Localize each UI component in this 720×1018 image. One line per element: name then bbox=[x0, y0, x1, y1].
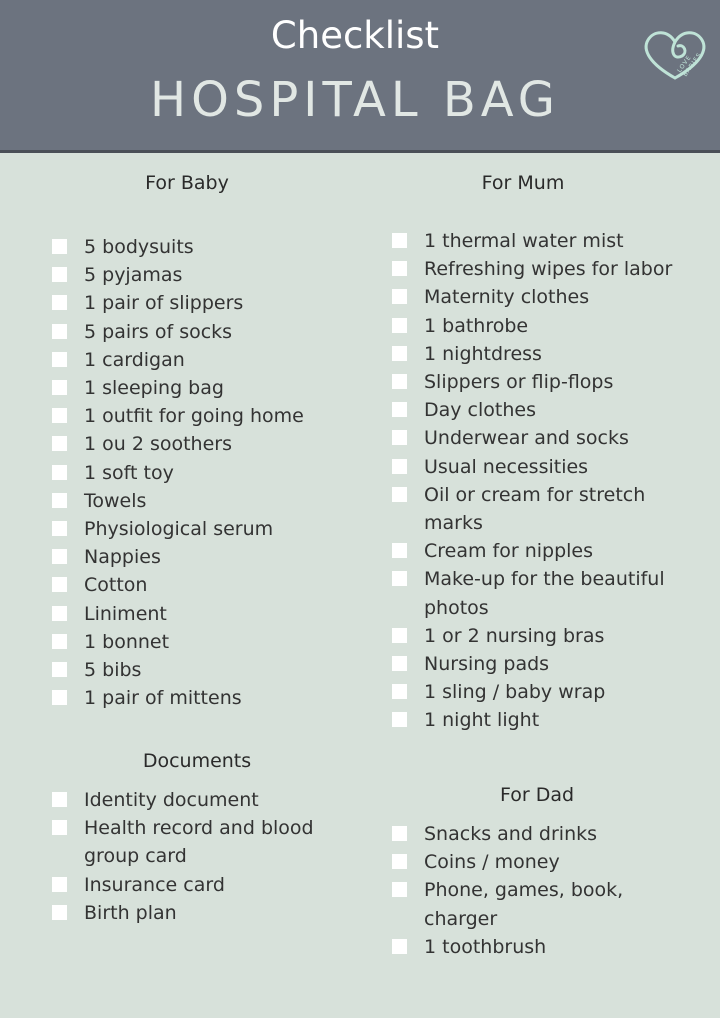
checklist-item-label: 5 pairs of socks bbox=[84, 320, 233, 343]
checklist-item bbox=[392, 706, 692, 734]
checklist-item bbox=[52, 487, 342, 515]
checklist-item bbox=[392, 312, 692, 340]
checklist-item bbox=[52, 374, 342, 402]
checkbox[interactable] bbox=[392, 854, 407, 869]
checklist-item-label: 1 soft toy bbox=[84, 461, 174, 484]
checkbox[interactable] bbox=[392, 826, 407, 841]
checklist-item-label: Coins / money bbox=[424, 851, 560, 874]
checkbox[interactable] bbox=[52, 662, 67, 677]
checklist-item bbox=[52, 261, 342, 289]
checklist-item-label: Maternity clothes bbox=[424, 286, 590, 309]
checklist-item-label: 1 pair of slippers bbox=[84, 292, 244, 315]
checklist-item-label: Birth plan bbox=[84, 901, 177, 924]
checkbox[interactable] bbox=[52, 577, 67, 592]
checkbox[interactable] bbox=[392, 712, 407, 727]
checkbox[interactable] bbox=[392, 543, 407, 558]
checklist-item bbox=[392, 537, 692, 565]
checklist-item bbox=[392, 255, 692, 283]
checklist-item bbox=[52, 871, 352, 899]
checklist-item-label: 1 outfit for going home bbox=[84, 405, 304, 428]
checklist-item bbox=[52, 233, 342, 261]
checkbox[interactable] bbox=[392, 939, 407, 954]
section-for-baby bbox=[52, 172, 342, 712]
section-for-mum bbox=[392, 172, 692, 735]
checkbox[interactable] bbox=[392, 233, 407, 248]
checkbox[interactable] bbox=[392, 628, 407, 643]
checklist-item bbox=[52, 814, 352, 870]
checklist-item-label: Slippers or flip-flops bbox=[424, 371, 614, 394]
checkbox[interactable] bbox=[52, 380, 67, 395]
checklist-mum bbox=[392, 227, 692, 735]
checkbox[interactable] bbox=[392, 487, 407, 502]
checkbox[interactable] bbox=[392, 459, 407, 474]
checklist-item-label: 1 bonnet bbox=[84, 630, 170, 653]
checklist-item-label: 1 ou 2 soothers bbox=[84, 433, 233, 456]
checklist-documents bbox=[52, 786, 352, 927]
checklist-item bbox=[392, 650, 692, 678]
checklist-item-label: Make-up for the beautiful photos bbox=[424, 568, 665, 619]
checklist-item bbox=[392, 424, 692, 452]
checklist-item-label: 1 or 2 nursing bras bbox=[424, 624, 605, 647]
checkbox[interactable] bbox=[52, 521, 67, 536]
checkbox[interactable] bbox=[52, 690, 67, 705]
checkbox[interactable] bbox=[52, 267, 67, 282]
checkbox[interactable] bbox=[392, 261, 407, 276]
checkbox[interactable] bbox=[52, 905, 67, 920]
checklist-item-label: Cream for nipples bbox=[424, 540, 594, 563]
checkbox[interactable] bbox=[392, 318, 407, 333]
checklist-item-label: 5 bodysuits bbox=[84, 236, 194, 258]
checkbox[interactable] bbox=[52, 324, 67, 339]
checklist-dad bbox=[392, 820, 692, 961]
checklist-item bbox=[392, 876, 692, 932]
checklist-item bbox=[392, 933, 692, 961]
checklist-item-label: 1 sling / baby wrap bbox=[424, 681, 606, 704]
checklist-item bbox=[392, 396, 692, 424]
checklist-item-label: Physiological serum bbox=[84, 518, 274, 541]
checkbox[interactable] bbox=[52, 606, 67, 621]
checklist-item-label: 1 cardigan bbox=[84, 348, 185, 371]
checklist-item-label: Phone, games, book, charger bbox=[424, 879, 624, 930]
checklist-item bbox=[52, 684, 342, 712]
checklist-baby bbox=[52, 233, 342, 712]
checkbox[interactable] bbox=[392, 289, 407, 304]
checklist-item-label: 5 pyjamas bbox=[84, 264, 183, 287]
checklist-item-label: Insurance card bbox=[84, 873, 225, 896]
checklist-item-label: 5 bibs bbox=[84, 659, 142, 682]
section-title-dad: For Dad bbox=[499, 784, 575, 806]
checkbox[interactable] bbox=[52, 877, 67, 892]
checklist-item bbox=[52, 515, 342, 543]
checkbox[interactable] bbox=[52, 549, 67, 564]
checkbox[interactable] bbox=[52, 634, 67, 649]
page-title: Checklist bbox=[270, 14, 440, 57]
checkbox[interactable] bbox=[392, 430, 407, 445]
checklist-item bbox=[52, 289, 342, 317]
checklist-item bbox=[392, 368, 692, 396]
checklist-item-label: Nappies bbox=[84, 546, 161, 569]
checklist-item bbox=[392, 622, 692, 650]
checkbox[interactable] bbox=[52, 408, 67, 423]
checkbox[interactable] bbox=[52, 436, 67, 451]
checklist-item bbox=[52, 899, 352, 927]
checklist-item bbox=[392, 481, 692, 537]
checklist-item-label: Day clothes bbox=[424, 399, 536, 422]
checklist-item bbox=[52, 786, 352, 814]
checkbox[interactable] bbox=[52, 792, 67, 807]
checklist-item bbox=[392, 848, 692, 876]
checklist-item-label: Cotton bbox=[84, 574, 148, 597]
checkbox[interactable] bbox=[392, 402, 407, 417]
checklist-item bbox=[52, 430, 342, 458]
checklist-item-label: 1 bathrobe bbox=[424, 314, 529, 337]
checklist-item bbox=[392, 340, 692, 368]
checklist-item-label: Oil or cream for stretch marks bbox=[424, 483, 646, 535]
checklist-item-label: Health record and blood group card bbox=[84, 817, 314, 868]
checklist-item-label: 1 night light bbox=[424, 709, 540, 732]
checkbox[interactable] bbox=[52, 465, 67, 480]
logo-text: LOVE BABIES bbox=[676, 51, 704, 79]
checklist-item-label: Identity document bbox=[84, 789, 259, 811]
section-documents bbox=[52, 750, 352, 927]
checklist-item bbox=[392, 453, 692, 481]
checklist-item-label: 1 pair of mittens bbox=[84, 687, 242, 710]
checklist-item bbox=[392, 820, 692, 848]
checklist-item bbox=[52, 656, 342, 684]
checklist-item-label: Snacks and drinks bbox=[424, 823, 598, 845]
section-title-mum: For Mum bbox=[481, 172, 565, 194]
section-for-dad bbox=[392, 784, 692, 961]
checkbox[interactable] bbox=[392, 684, 407, 699]
checkbox[interactable] bbox=[392, 374, 407, 389]
checklist-item bbox=[392, 565, 692, 621]
checkbox[interactable] bbox=[392, 656, 407, 671]
checklist-item-label: Liniment bbox=[84, 602, 167, 625]
page-subtitle: HOSPITAL BAG bbox=[150, 72, 560, 128]
checklist-item-label: 1 thermal water mist bbox=[424, 230, 624, 252]
section-title-baby: For Baby bbox=[145, 172, 229, 194]
checklist-item-label: 1 sleeping bag bbox=[84, 377, 224, 400]
checkbox[interactable] bbox=[52, 239, 67, 254]
section-title-documents: Documents bbox=[142, 750, 252, 772]
checkbox[interactable] bbox=[52, 295, 67, 310]
checklist-item bbox=[52, 402, 342, 430]
checkbox[interactable] bbox=[52, 352, 67, 367]
checklist-item bbox=[52, 318, 342, 346]
checklist-item-label: Usual necessities bbox=[424, 455, 589, 478]
checklist-item-label: Nursing pads bbox=[424, 653, 550, 676]
checkbox[interactable] bbox=[392, 571, 407, 586]
checklist-item bbox=[392, 227, 692, 255]
checklist-item bbox=[392, 283, 692, 311]
checklist-item-label: 1 toothbrush bbox=[424, 935, 547, 958]
checkbox[interactable] bbox=[392, 882, 407, 897]
checklist-item bbox=[52, 628, 342, 656]
checklist-item bbox=[52, 543, 342, 571]
checklist-item bbox=[52, 459, 342, 487]
checklist-item-label: Towels bbox=[84, 489, 147, 512]
checklist-item bbox=[52, 346, 342, 374]
checkbox[interactable] bbox=[52, 493, 67, 508]
checklist-item-label: Refreshing wipes for labor bbox=[424, 258, 673, 281]
header bbox=[0, 0, 720, 153]
checklist-item bbox=[52, 571, 342, 599]
checkbox[interactable] bbox=[52, 820, 67, 835]
checkbox[interactable] bbox=[392, 346, 407, 361]
checklist-item bbox=[392, 678, 692, 706]
checklist-item-label: 1 nightdress bbox=[424, 342, 542, 365]
checklist-item-label: Underwear and socks bbox=[424, 427, 629, 450]
checklist-item bbox=[52, 600, 342, 628]
